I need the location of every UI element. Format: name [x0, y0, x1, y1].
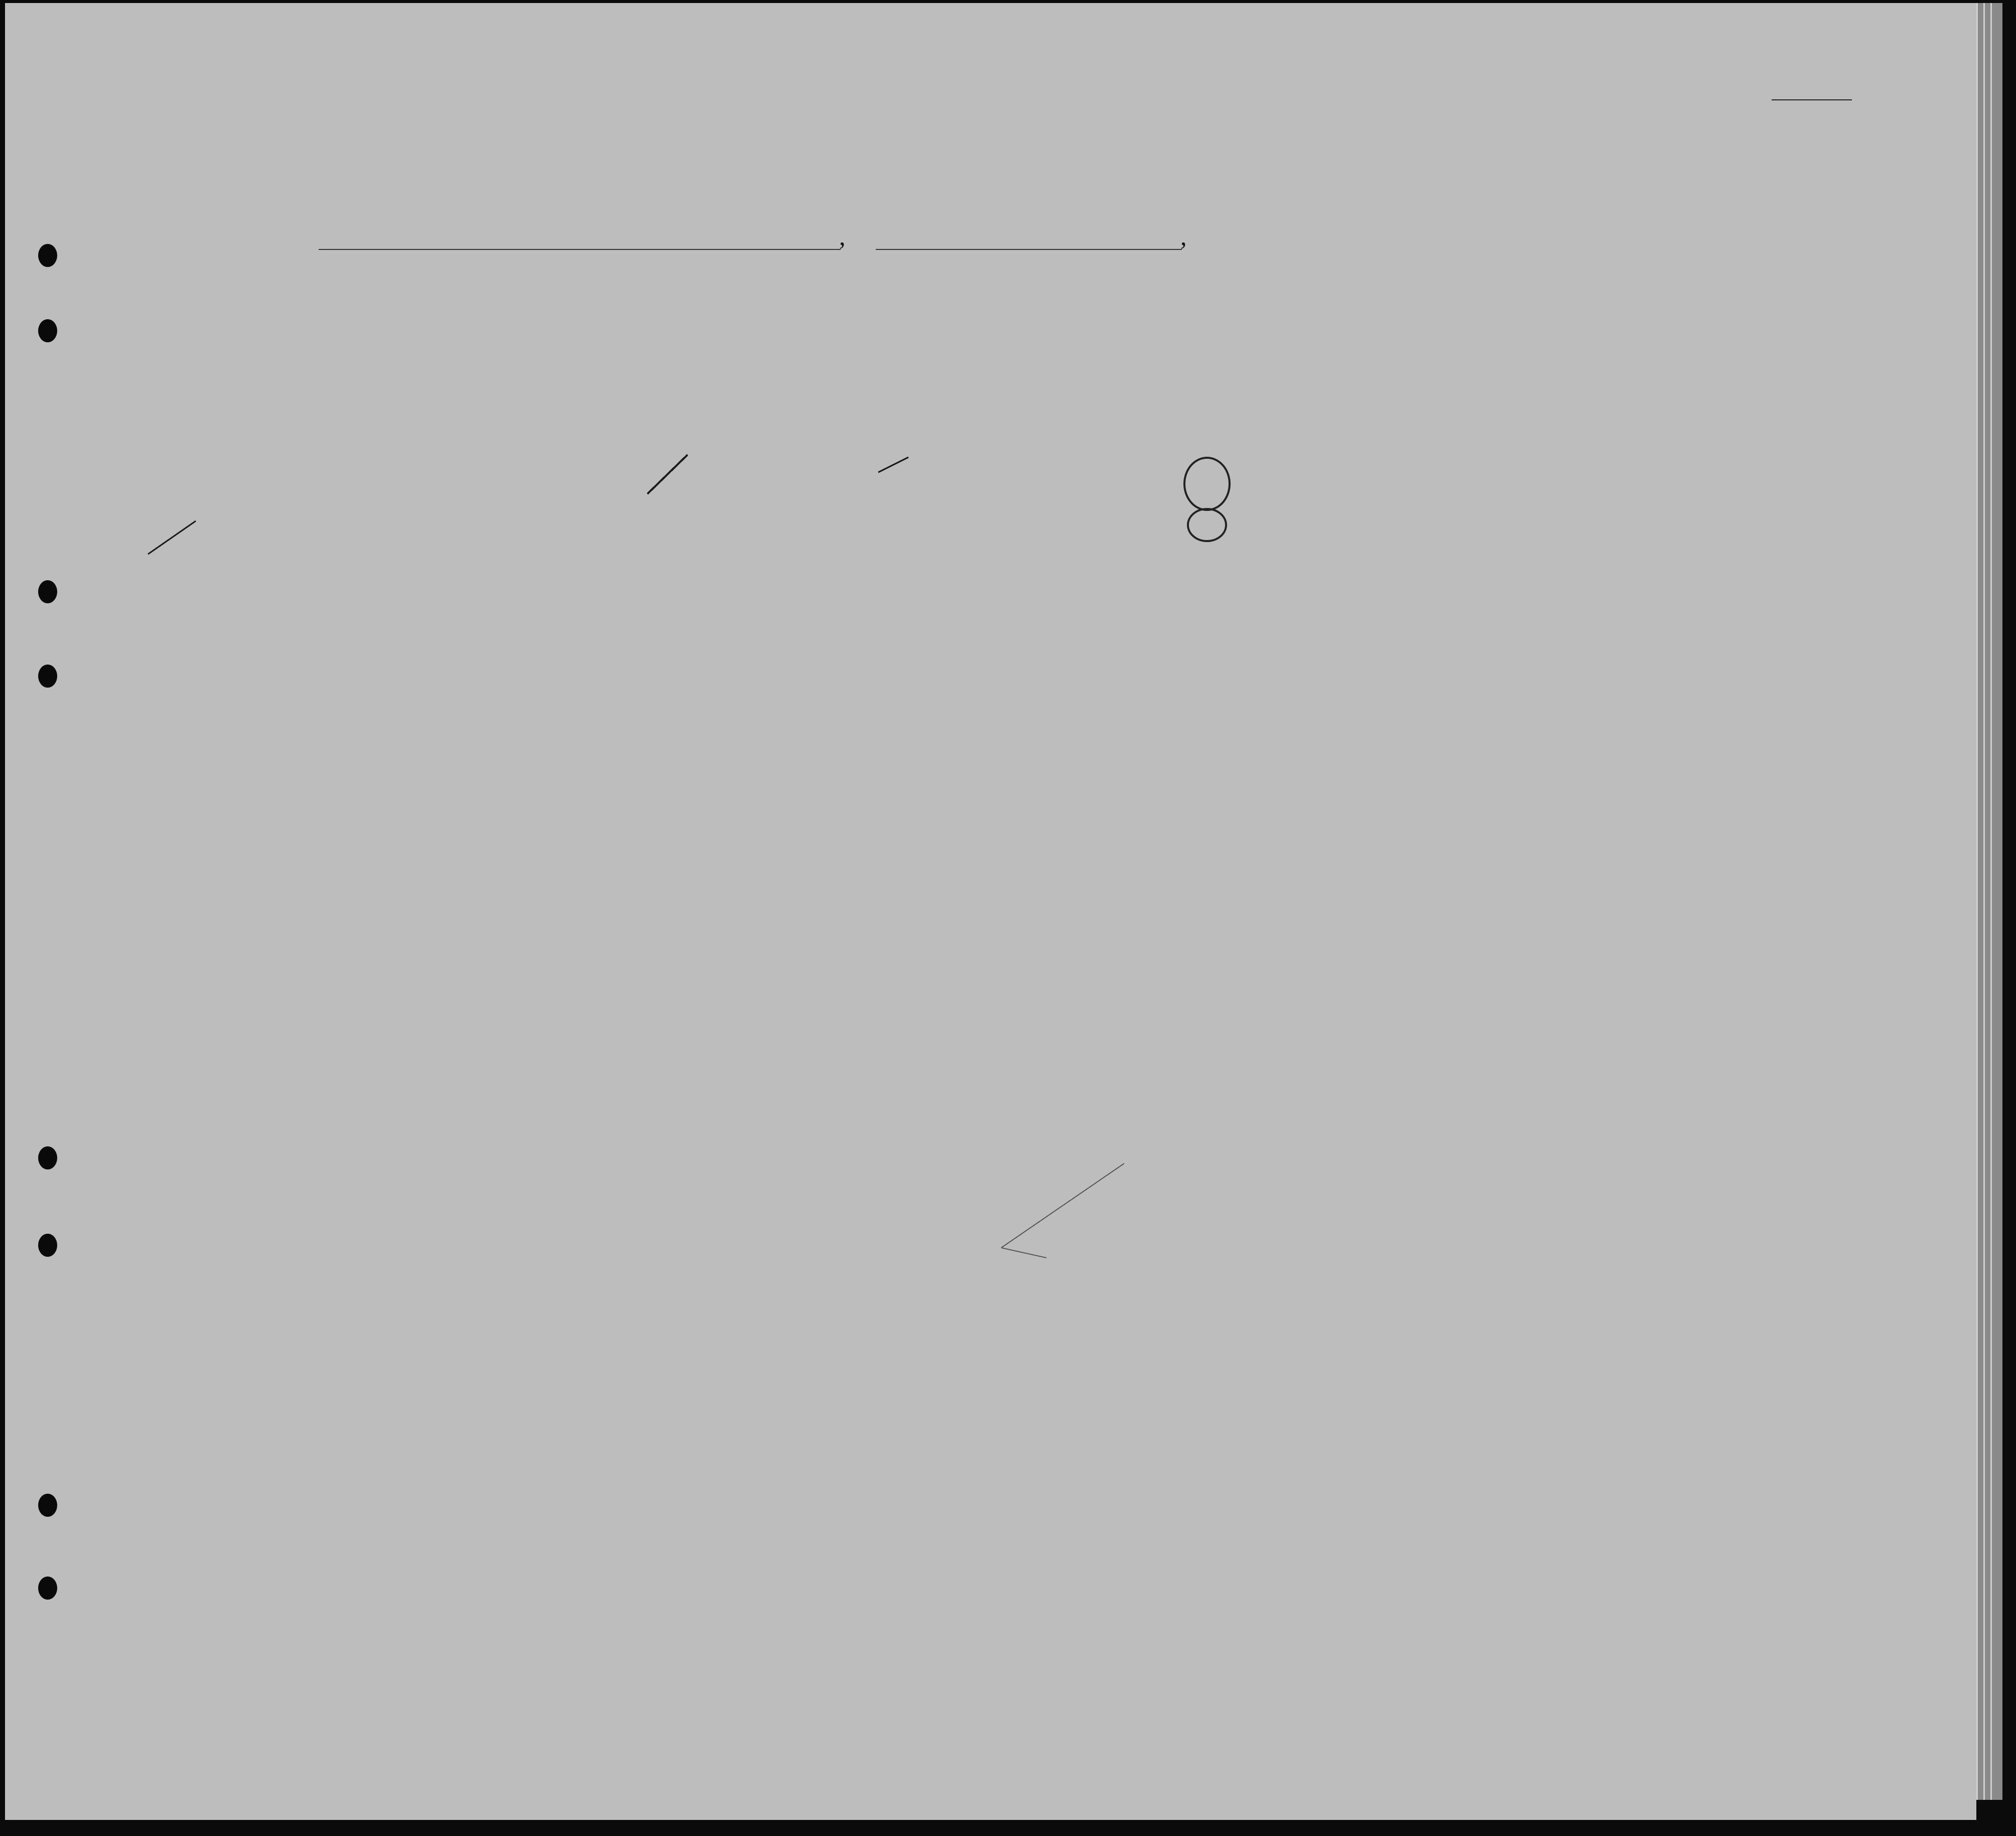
manifest-sheet [5, 3, 1976, 1820]
comma: , [1180, 222, 1187, 250]
pencil-marks [5, 3, 1976, 1820]
comma: , [839, 222, 846, 250]
page-stack-edge [1972, 3, 2002, 1800]
